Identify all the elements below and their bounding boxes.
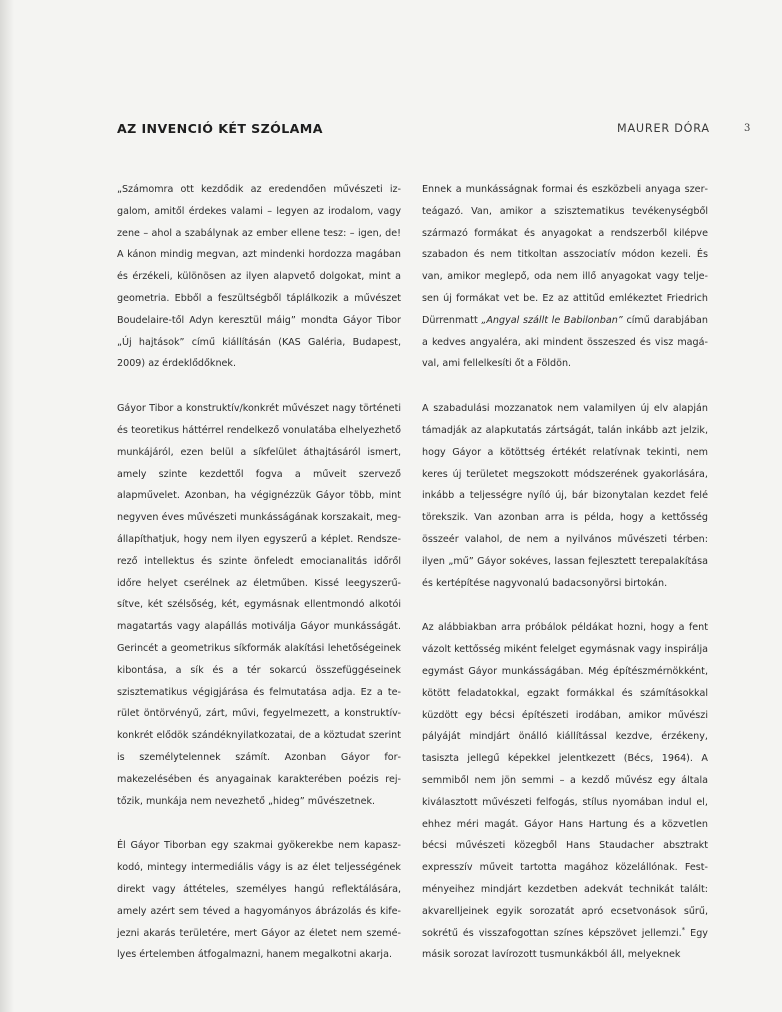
play-title: „Angyal szállt le Babilonban” bbox=[481, 314, 623, 326]
paragraph: Gáyor Tibor a konstruktív/konkrét művészet nagy történeti és teoretikus háttérrel rendelkező vonulatába elhelyezhető munkájáról, ezen belül a síkfelület áthajtásáról ismert, amely szinte kezdettől fogva a műveit szervező alapművelet. Azonban, ha végignézzük Gáyor több, mint negyven éves művészeti munkásságának korszakait, megállapíthatjuk, hogy nem ilyen egyszerű a képlet. Rendszerező intellektus és szinte önfeledt emocianalitás időről időre helyet cserélnek az életműben. Kissé leegyszerűsítve, két szélsőség, két, egymásnak ellentmondó alkotói magatartás vagy alapállás motiválja Gáyor munkásságát. Gerincét a geometrikus síkformák alakítási lehetőségeinek kibontása, a sík és a tér sokarcú összefüggéseinek szisztematikus végigjárása és felmutatása adja. Ez a terület öntörvényű, zárt, művi, fegyelmezett, a konstruktív-konkrét elődök szándéknyilatkozatai, de a köztudat szerint is személytelennek számít. Azonban Gáyor formakezelésében és anyagainak karakterében poézis rejtőzik, munkája nem nevezhető „hideg” művészetnek. bbox=[117, 403, 401, 807]
paragraph-text: Az alábbiakban arra próbálok példákat hozni, hogy a fent vázolt kettősség miként felelget egymásnak vagy inspirálja egymást Gáyor munkásságában. Még építészmérnökként, kötött feladatokkal, egzakt formákkal és számításokkal küzdött egy bécsi építészeti irodában, amikor művészi pályáját mindjárt önálló kiállítással kezdve, érzékeny, tasiszta jellegű képekkel jelentkezett (Bécs, 1964). A semmiből nem jön semmi – a kezdő művész egy általa kiválasztott művészeti felfogás, stílus nyomában indul el, ehhez méri magát. Gáyor Hans Hartung és a közvetlen bécsi művészeti közegből Hans Staudacher absztrakt expresszív műveit tartotta magához közelállónak. Festményeihez mindjárt kezdetben adekvát technikát talált: akvarelljeinek egyik sorozatát apró ecsetvonások sűrű, sokrétű és visszafogottan színes képszövet jellemzi. bbox=[422, 622, 708, 939]
paragraph: A szabadulási mozzanatok nem valamilyen új elv alapján támadják az alapkutatás zártságát, talán inkább azt jelzik, hogy Gáyor a kötöttség értékét relatívnak tekinti, nem keres új területet megszokott módszerének gyakorlására, inkább a teljességre nyíló új, bár bizonytalan kezdet felé törekszik. Van azonban arra is példa, hogy a kettősség összeér valahol, de nem a nyilvános művészeti térben: ilyen „mű” Gáyor sokéves, lassan fejlesztett terepalakítása és kertépítése nagyvonalú badacsonyörsi birtokán. bbox=[422, 403, 708, 589]
paragraph: Él Gáyor Tiborban egy szakmai gyökerekbe nem kapaszkodó, mintegy intermediális vágy is az élet teljességének direkt vagy áttételes, személyes hangú reflektálására, amely azért sem téved a hagyományos ábrázolás és kifejezni akarás területére, mert Gáyor az életet nem személyes értelemben átfogalmazni, hanem megalkotni akarja. bbox=[117, 840, 401, 961]
running-author: MAURER DÓRA bbox=[617, 122, 710, 135]
paragraph bbox=[422, 179, 708, 375]
right-column bbox=[422, 179, 706, 989]
paragraph-text: című darabjában a kedves angyaléra, aki mindent összeszed és visz magával, ami fellelkesíti őt a Földön. bbox=[422, 314, 708, 370]
footnote-marker[interactable]: * bbox=[681, 925, 686, 934]
paragraph: „Számomra ott kezdődik az eredendően művészeti izgalom, amitől érdekes valami – legyen az irodalom, vagy zene – ahol a szabálynak az ember ellene tesz: – igen, de! A kánon mindig megvan, azt mindenki hordozza magában és érzékeli, különösen az ilyen alapvető dolgokat, mint a geometria. Ebből a feszültségből táplálkozik a művészet Boudelaire-től Adyn keresztül máig” mondta Gáyor Tibor „Új hajtások” című kiállításán (KAS Galéria, Budapest, 2009) az érdeklődőknek. bbox=[117, 184, 401, 370]
left-column bbox=[117, 179, 401, 989]
paragraph bbox=[422, 617, 708, 966]
page-number: 3 bbox=[744, 123, 751, 134]
paragraph-text: Ennek a munkásságnak formai és eszközbeli anyaga szerteágazó. Van, amikor a szisztematikus tevékenységből származó formákat és anyagokat a rendszerből kilépve szabadon és nem titkoltan asszociatív módon kezeli. És van, amikor meglepő, oda nem illő anyagokat vagy teljesen új formákat vet be. Ez az attitűd emlékeztet Friedrich Dürrenmatt bbox=[422, 184, 708, 326]
paragraph-text: Egy másik sorozat lavírozott tusmunkákból áll, melyeknek bbox=[422, 927, 708, 961]
running-title: AZ INVENCIÓ KÉT SZÓLAMA bbox=[117, 121, 323, 136]
page-edge-shadow bbox=[0, 0, 14, 1012]
